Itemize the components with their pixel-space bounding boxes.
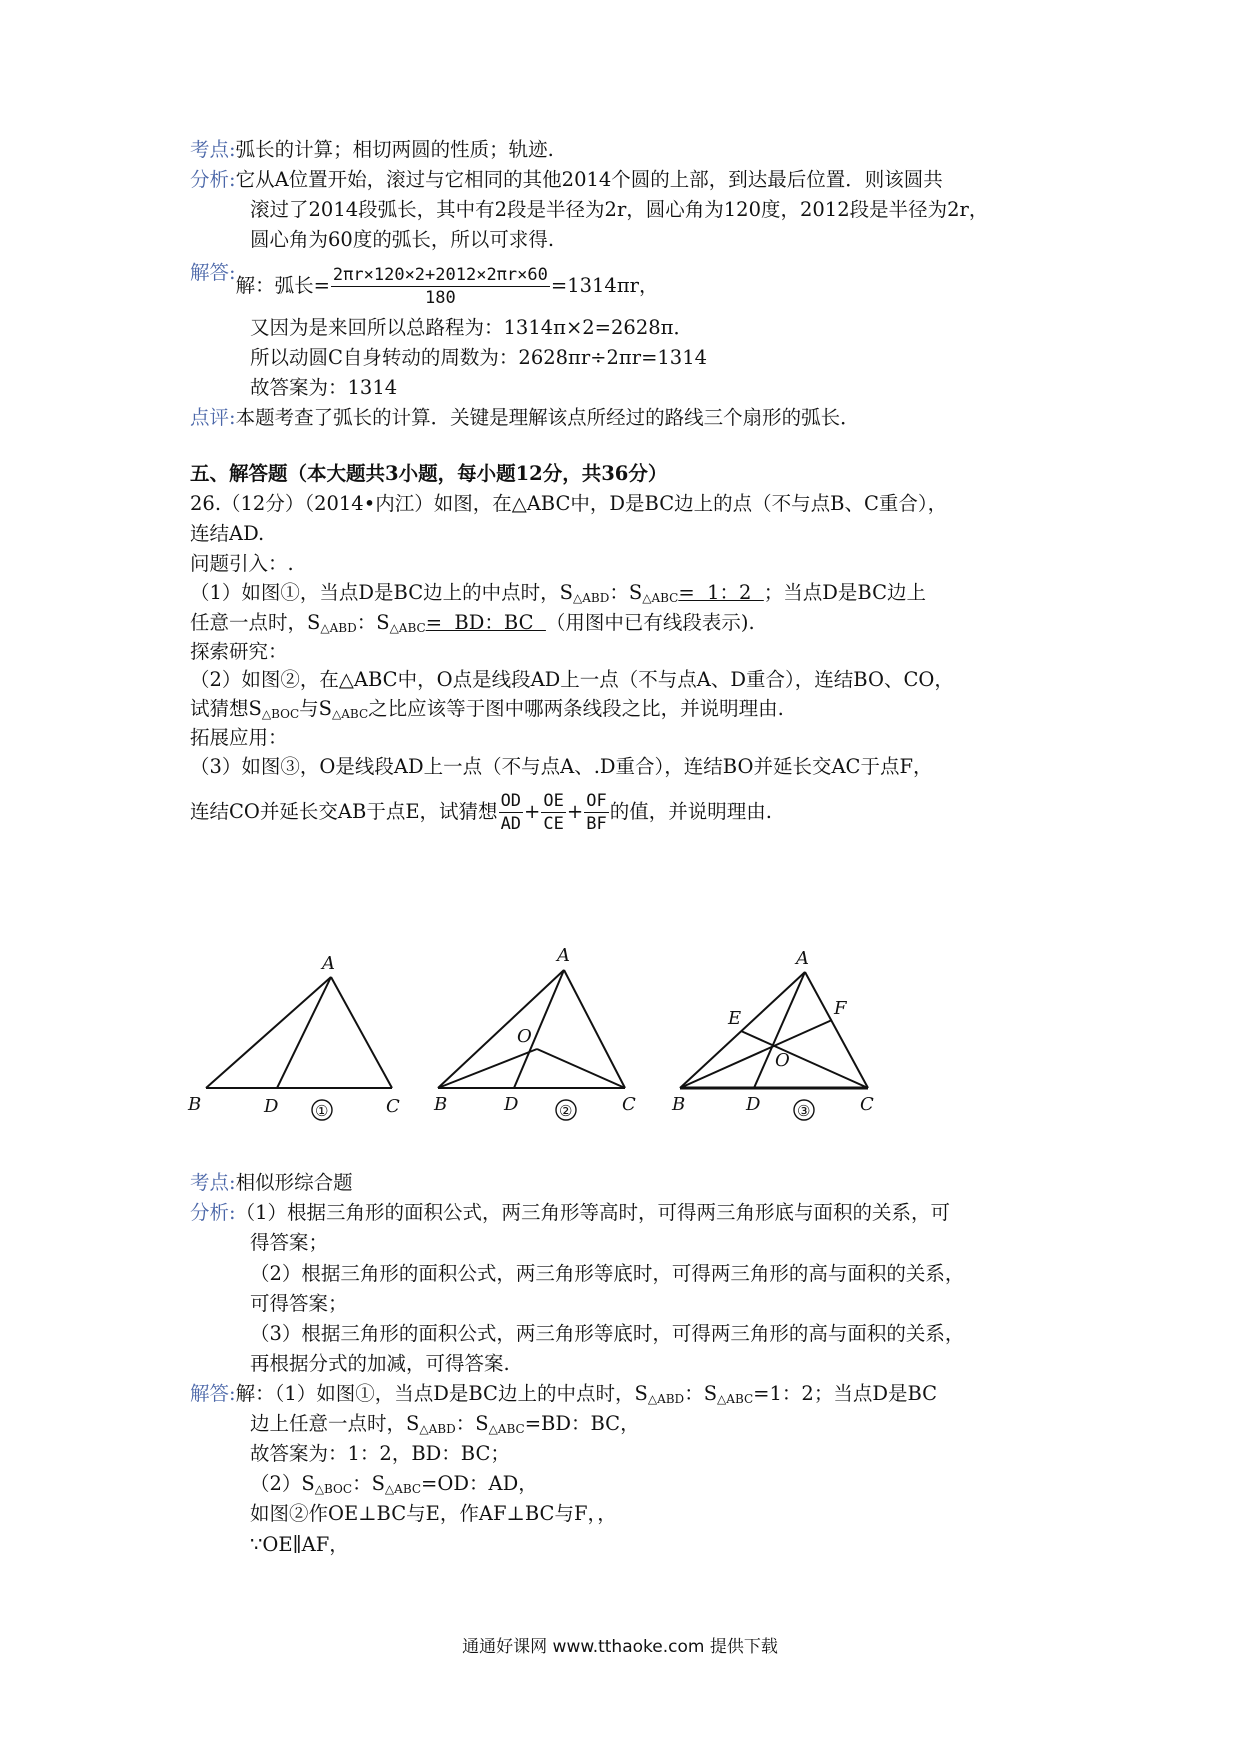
q26-jie-text-4a: （2）S — [250, 1472, 315, 1495]
q26-jie-text-1a: 解：（1）如图①，当点D是BC边上的中点时，S — [235, 1382, 648, 1405]
q26-fenxi-text-1: （1）根据三角形的面积公式，两三角形等高时，可得两三角形底与面积的关系，可 — [235, 1201, 950, 1224]
plus-sign: + — [566, 800, 584, 823]
colon-s: ：S — [455, 1412, 489, 1435]
jieda-label: 解答: — [190, 1382, 236, 1405]
kaodian-label: 考点: — [190, 138, 236, 161]
q26-p1-text-a: （1）如图①，当点D是BC边上的中点时，S — [190, 581, 574, 604]
fraction-1-denominator: AD — [500, 814, 522, 834]
q26-p3-text-b2: 的值，并说明理由. — [609, 800, 772, 823]
sub-abd: △ABD — [573, 591, 610, 605]
q26-jie-line-3: 故答案为：1：2，BD：BC； — [250, 1442, 510, 1465]
q26-extend: 拓展应用： — [190, 726, 288, 749]
q25-jie-line-3: 所以动圆C自身转动的周数为：2628πr÷2πr=1314 — [250, 346, 708, 369]
fig3-label-a: A — [796, 948, 809, 969]
q26-p3-text-b1: 连结CO并延长交AB于点E，试猜想 — [190, 800, 498, 823]
dianping-label: 点评: — [190, 406, 236, 429]
colon-s: ：S — [684, 1382, 718, 1405]
fig3-side-ac — [805, 972, 868, 1088]
fig1-label-b: B — [188, 1094, 202, 1115]
fig2-label-c: C — [622, 1094, 636, 1115]
q26-explore: 探索研究： — [190, 640, 288, 663]
sub-abc: △ABC — [332, 707, 369, 721]
kaodian-label: 考点: — [190, 1171, 236, 1194]
fig2-label-d: D — [504, 1094, 519, 1115]
q26-p2-text-b1: 试猜想S — [190, 697, 262, 720]
sub-abd: △ABD — [647, 1392, 685, 1406]
q26-fenxi-text-4: 可得答案； — [250, 1292, 348, 1315]
sub-abd: △ABD — [320, 621, 357, 635]
q26-jie-line-5: 如图②作OE⊥BC与E，作AF⊥BC与F，， — [250, 1502, 617, 1525]
fraction-3-numerator: OF — [586, 791, 607, 811]
sub-abc: △ABC — [642, 591, 679, 605]
fig3-label-f: F — [834, 998, 847, 1019]
plus-sign: + — [524, 800, 541, 823]
q26-fenxi-text-3: （2）根据三角形的面积公式，两三角形等底时，可得两三角形的高与面积的关系， — [250, 1262, 965, 1285]
q26-p1-text-b: ；当点D是BC边上 — [763, 581, 927, 604]
q26-jie-text-1b: =1：2；当点D是BC — [753, 1382, 938, 1405]
page-footer: 通通好课网 www.tthaoke.com 提供下载 — [462, 1637, 778, 1657]
fig1-segment-ad — [277, 977, 331, 1088]
fig3-label-c: C — [860, 1094, 874, 1115]
q26-jie-line-6: ∵OE∥AF， — [250, 1533, 349, 1556]
colon-s: ：S — [356, 611, 390, 634]
jieda-label: 解答: — [190, 261, 236, 284]
fenxi-label: 分析: — [190, 1201, 236, 1224]
fraction-1-numerator: OD — [500, 791, 522, 811]
sub-abc: △ABC — [488, 1422, 525, 1436]
fig3-label-e: E — [728, 1008, 742, 1029]
q25-fenxi-text-1: 它从A位置开始，滚过与它相同的其他2014个圆的上部，到达最后位置．则该圆共 — [235, 168, 943, 191]
q26-p1-answer-2: = BD：BC — [425, 611, 546, 634]
q26-fenxi-text-6: 再根据分式的加减，可得答案. — [250, 1352, 510, 1375]
figure-1 — [206, 977, 392, 1120]
q25-kaodian-text: 弧长的计算；相切两圆的性质；轨迹. — [235, 138, 554, 161]
colon-s: ：S — [352, 1472, 385, 1495]
fig3-label-d: D — [746, 1094, 761, 1115]
fenxi-label: 分析: — [190, 168, 236, 191]
fig1-label-c: C — [386, 1096, 400, 1117]
sub-abc: △ABC — [717, 1392, 754, 1406]
q26-kaodian-line — [190, 1168, 353, 1198]
fig3-number: ③ — [797, 1102, 811, 1120]
q26-intro: 问题引入：. — [190, 552, 294, 575]
q25-arc-numerator: 2πr×120×2+2012×2πr×60 — [332, 265, 548, 285]
q25-fenxi-text-2: 滚过了2014段弧长，其中有2段是半径为2r，圆心角为120度，2012段是半径为2r， — [250, 198, 989, 221]
fig1-side-ac — [331, 977, 392, 1088]
q26-part3-line-1: （3）如图③，O是线段AD上一点（不与点A、.D重合），连结BO并延长交AC于点F， — [190, 755, 933, 778]
q26-p1-text-c: 任意一点时，S — [190, 611, 321, 634]
q26-p2-text-b2: 与S — [299, 697, 333, 720]
q25-jie-line-2: 又因为是来回所以总路程为：1314π×2=2628π． — [250, 316, 693, 339]
fig2-side-ac — [564, 970, 625, 1088]
fig3-segment-ce — [741, 1031, 868, 1088]
fig2-side-ab — [438, 970, 564, 1088]
q26-jie-text-4b: =OD：AD， — [421, 1472, 538, 1495]
figure-3 — [680, 972, 868, 1120]
q25-dianping-text: 本题考查了弧长的计算．关键是理解该点所经过的路线三个扇形的弧长． — [235, 406, 860, 429]
q26-p1-answer-1: = 1：2 — [678, 581, 764, 604]
q26-head-1: 26.（12分）（2014•内江）如图，在△ABC中，D是BC边上的点（不与点B、C重合）， — [190, 492, 948, 515]
q26-p2-text-b3: 之比应该等于图中哪两条线段之比，并说明理由. — [368, 697, 784, 720]
fraction-2-denominator: CE — [543, 814, 564, 834]
section-title: 五、解答题（本大题共3小题，每小题12分，共36分） — [190, 462, 668, 485]
fig3-segment-bf — [680, 1020, 832, 1088]
q25-jie-prefix: 解：弧长= — [235, 274, 330, 297]
fraction-3-denominator: BF — [586, 814, 607, 834]
fig1-side-ab — [206, 977, 331, 1088]
fig2-label-b: B — [434, 1094, 448, 1115]
colon-s: ：S — [609, 581, 643, 604]
sub-abc: △ABC — [389, 621, 426, 635]
q26-part2-line-1: （2）如图②，在△ABC中，O点是线段AD上一点（不与点A、D重合），连结BO、CO， — [190, 668, 954, 691]
fraction-2-numerator: OE — [543, 791, 564, 811]
q26-kaodian-text: 相似形综合题 — [235, 1171, 353, 1194]
sub-abc: △ABC — [384, 1482, 422, 1496]
sub-boc: △BOC — [314, 1482, 353, 1496]
q26-fenxi-line — [190, 1198, 950, 1228]
q26-p1-text-d: （用图中已有线段表示). — [545, 611, 755, 634]
q26-head-2: 连结AD. — [190, 522, 265, 545]
fig2-segment-co — [537, 1049, 625, 1088]
fig1-number: ① — [315, 1102, 329, 1120]
q26-jie-text-2a: 边上任意一点时，S — [250, 1412, 420, 1435]
q25-arc-denominator: 180 — [425, 288, 456, 308]
fig1-label-d: D — [264, 1096, 279, 1117]
fig2-label-o: O — [517, 1026, 532, 1047]
fig1-label-a: A — [322, 953, 335, 974]
fig3-label-b: B — [672, 1094, 686, 1115]
fig3-label-o: O — [775, 1050, 790, 1071]
fig2-label-a: A — [557, 945, 570, 966]
q25-jie-suffix: =1314πr， — [550, 274, 659, 297]
q26-fenxi-text-2: 得答案； — [250, 1231, 329, 1254]
sub-abd: △ABD — [419, 1422, 456, 1436]
sub-boc: △BOC — [261, 707, 300, 721]
fig2-number: ② — [559, 1102, 573, 1120]
q26-fenxi-text-5: （3）根据三角形的面积公式，两三角形等底时，可得两三角形的高与面积的关系， — [250, 1322, 965, 1345]
q25-jie-line-4: 故答案为：1314 — [250, 376, 398, 399]
q25-fenxi-text-3: 圆心角为60度的弧长，所以可求得. — [250, 228, 555, 251]
q26-jie-text-2b: =BD：BC， — [524, 1412, 640, 1435]
